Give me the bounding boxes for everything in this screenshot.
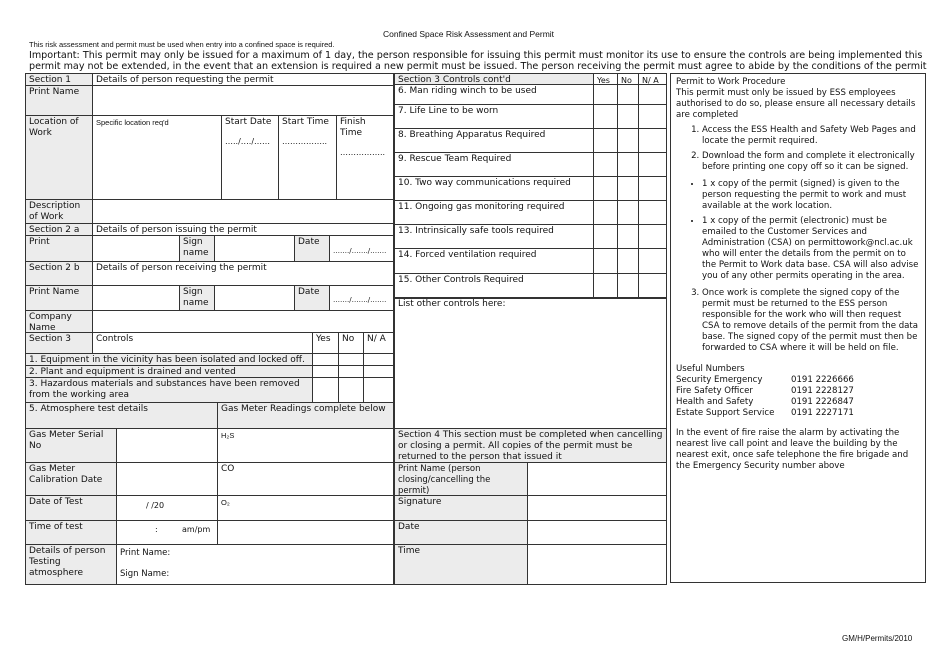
tester-print-name-label: Print Name: (120, 548, 171, 558)
location-label: Location of Work (25, 115, 93, 200)
print-name-label: Print Name (25, 85, 93, 116)
control-cont-yes-checkbox[interactable] (593, 273, 618, 299)
test-time-label: Time of test (25, 520, 117, 545)
receiver-sign-field[interactable] (214, 285, 295, 311)
section3-cont-label: Section 3 Controls cont'd (394, 73, 594, 85)
control-cont-yes-checkbox[interactable] (593, 176, 618, 201)
control-cont-no-checkbox[interactable] (617, 273, 639, 299)
closer-print-field[interactable] (527, 462, 667, 496)
important-note-line2: permit may not be extended, in the event that an extension is required a new permit must be issued. The person receiving the permit must agree to abide by the conditions of the permit (29, 61, 927, 72)
control-cont-na-checkbox[interactable] (638, 128, 667, 153)
phone-row: Security Emergency 0191 2226666 (676, 375, 854, 385)
section2b-label: Section 2 b (25, 261, 93, 286)
closer-signature-field[interactable] (527, 495, 667, 521)
other-controls-label: List other controls here: (398, 299, 506, 309)
control-3-no-checkbox[interactable] (338, 377, 364, 403)
control-cont-yes-checkbox[interactable] (593, 224, 618, 249)
control-cont-no-checkbox[interactable] (617, 200, 639, 225)
section1-title: Details of person requesting the permit (92, 73, 394, 86)
start-time-label: Start Time (282, 117, 329, 127)
section1-label: Section 1 (25, 73, 93, 86)
finish-time-value: …………….. (340, 148, 386, 157)
section3-label: Section 3 (25, 332, 93, 354)
control-cont-no-checkbox[interactable] (617, 248, 639, 274)
start-date-label: Start Date (225, 117, 272, 127)
section3-yes-header: Yes (312, 332, 339, 354)
closer-print-label: Print Name (person closing/cancelling the permit) (394, 462, 528, 496)
issuer-sign-label: Sign name (179, 235, 215, 262)
procedure-bullet: • 1 x copy of the permit (signed) is given to the person requesting the permit to work and must available at the work location. (702, 179, 920, 212)
control-cont-na-checkbox[interactable] (638, 248, 667, 274)
control-item-2: 2. Plant and equipment is drained and vented (25, 365, 313, 378)
issuer-sign-field[interactable] (214, 235, 295, 262)
control-cont-na-checkbox[interactable] (638, 84, 667, 105)
tester-sign-name-label: Sign Name: (120, 569, 170, 579)
important-note-line1: Important: This permit may only be issued for a maximum of 1 day, the person responsible for issuing this permit must monitor its use to ensure the controls are being implemented this (29, 50, 923, 61)
gas-serial-field[interactable] (116, 428, 218, 463)
calibration-date-label: Gas Meter Calibration Date (25, 462, 117, 496)
control-cont-no-checkbox[interactable] (617, 104, 639, 129)
document-footer-code: GM/H/Permits/2010 (842, 634, 913, 643)
control-3-yes-checkbox[interactable] (312, 377, 339, 403)
start-time-value: …………….. (282, 137, 328, 146)
procedure-step: 2. Download the form and complete it electronically before printing one copy off so it can be signed. (702, 151, 920, 173)
procedure-step3-list (676, 288, 920, 354)
issuer-print-label: Print (25, 235, 93, 262)
section3-cont-yes-header: Yes (593, 73, 618, 85)
receiver-sign-label: Sign name (179, 285, 215, 311)
description-field[interactable] (92, 199, 394, 224)
o2-field[interactable]: O₂ (217, 495, 394, 521)
closer-date-label: Date (394, 520, 528, 545)
procedure-steps (676, 125, 920, 173)
start-time-field[interactable] (278, 115, 337, 200)
control-cont-yes-checkbox[interactable] (593, 84, 618, 105)
control-cont-na-checkbox[interactable] (638, 152, 667, 177)
procedure-step: 1. Access the ESS Health and Safety Web Pages and locate the permit required. (702, 125, 920, 147)
start-date-value: …../…./…… (225, 137, 271, 146)
control-cont-item: 11. Ongoing gas monitoring required (394, 200, 594, 225)
control-cont-item: 14. Forced ventilation required (394, 248, 594, 274)
start-date-field[interactable] (221, 115, 279, 200)
test-time-ampm: am/pm (182, 525, 211, 534)
procedure-bullet: • 1 x copy of the permit (electronic) must be emailed to the Customer Services and Administration (CSA) on permittowork@ncl.ac.uk who will enter the details from the permit on to the Permit to Work data base. CSA will also advise you of any other permits operating in the area. (702, 216, 920, 282)
phone-row: Fire Safety Officer 0191 2228127 (676, 386, 854, 396)
other-controls-field[interactable] (394, 297, 667, 429)
control-cont-yes-checkbox[interactable] (593, 248, 618, 274)
control-cont-item: 15. Other Controls Required (394, 273, 594, 299)
control-cont-item: 9. Rescue Team Required (394, 152, 594, 177)
phone-row: Estate Support Service 0191 2227171 (676, 408, 854, 418)
receiver-date-value: ……./……./……. (333, 296, 387, 304)
issuer-print-field[interactable] (92, 235, 180, 262)
useful-numbers-title: Useful Numbers (676, 364, 745, 374)
atmosphere-test-label: 5. Atmosphere test details (25, 402, 218, 429)
section2a-title: Details of person issuing the permit (92, 223, 394, 236)
test-date-value: / /20 (146, 501, 165, 510)
closer-date-field[interactable] (527, 520, 667, 545)
control-cont-na-checkbox[interactable] (638, 104, 667, 129)
document-subtitle: This risk assessment and permit must be used when entry into a confined space is required. (29, 40, 335, 49)
section2a-label: Section 2 a (25, 223, 93, 236)
tester-details-field[interactable] (116, 544, 394, 585)
procedure-title: Permit to Work Procedure (676, 77, 786, 87)
tester-details-label: Details of person Testing atmosphere (25, 544, 117, 585)
control-cont-na-checkbox[interactable] (638, 224, 667, 249)
section3-cont-no-header: No (617, 73, 639, 85)
receiver-print-label: Print Name (25, 285, 93, 311)
control-cont-yes-checkbox[interactable] (593, 128, 618, 153)
print-name-field[interactable] (92, 85, 394, 116)
control-cont-no-checkbox[interactable] (617, 152, 639, 177)
section2b-title: Details of person receiving the permit (92, 261, 394, 286)
description-label: Description of Work (25, 199, 93, 224)
finish-time-field[interactable] (336, 115, 394, 200)
phone-row: Health and Safety 0191 2226847 (676, 397, 854, 407)
issuer-date-field[interactable] (329, 235, 394, 262)
control-cont-na-checkbox[interactable] (638, 176, 667, 201)
procedure-bullets (676, 179, 920, 282)
test-date-label: Date of Test (25, 495, 117, 521)
fire-instructions: In the event of fire raise the alarm by activating the nearest live call point and leave the building by the nearest exit, once safe telephone the fire brigade and the Emergency Security number above (676, 428, 909, 471)
section3-cont-na-header: N/ A (638, 73, 667, 85)
section3-title: Controls (92, 332, 313, 354)
control-cont-na-checkbox[interactable] (638, 200, 667, 225)
receiver-date-label: Date (294, 285, 330, 311)
section4-title: Section 4 This section must be completed when cancelling or closing a permit. All copies of the permit must be returned to the person that issued it (394, 428, 667, 463)
receiver-print-field[interactable] (92, 285, 180, 311)
control-cont-na-checkbox[interactable] (638, 273, 667, 299)
control-cont-no-checkbox[interactable] (617, 84, 639, 105)
closer-signature-label: Signature (394, 495, 528, 521)
control-cont-no-checkbox[interactable] (617, 176, 639, 201)
document-title: Confined Space Risk Assessment and Permit (383, 29, 555, 39)
control-3-na-checkbox[interactable] (363, 377, 394, 403)
co-field[interactable]: CO (217, 462, 394, 496)
test-time-field[interactable] (116, 520, 218, 545)
control-cont-no-checkbox[interactable] (617, 128, 639, 153)
receiver-date-field[interactable] (329, 285, 394, 311)
h2s-field[interactable]: H₂S (217, 428, 394, 463)
control-cont-item: 10. Two way communications required (394, 176, 594, 201)
control-cont-yes-checkbox[interactable] (593, 152, 618, 177)
closer-time-field[interactable] (527, 544, 667, 585)
control-item-1: 1. Equipment in the vicinity has been isolated and locked off. (25, 353, 313, 366)
closer-time-label: Time (394, 544, 528, 585)
test-date-field[interactable] (116, 495, 218, 521)
gas-serial-label: Gas Meter Serial No (25, 428, 117, 463)
gas-readings-label: Gas Meter Readings complete below (217, 402, 394, 429)
calibration-date-field[interactable] (116, 462, 218, 496)
control-item-3: 3. Hazardous materials and substances have been removed from the working area (25, 377, 313, 403)
company-name-field[interactable] (92, 310, 394, 333)
section3-na-header: N/ A (363, 332, 394, 354)
specific-location-field[interactable]: Specific location req'd (92, 115, 222, 200)
company-name-label: Company Name (25, 310, 93, 333)
procedure-panel (670, 73, 926, 583)
reading-extra-field[interactable] (217, 520, 394, 545)
control-cont-no-checkbox[interactable] (617, 224, 639, 249)
control-cont-item: 13. Intrinsically safe tools required (394, 224, 594, 249)
procedure-step: 3. Once work is complete the signed copy of the permit must be returned to the ESS person responsible for the work who will then request CSA to remove details of the permit from the data base. The signed copy of the permit must then be forwarded to CSA where it will be held on file. (702, 288, 920, 354)
control-cont-item: 6. Man riding winch to be used (394, 84, 594, 105)
section3-no-header: No (338, 332, 364, 354)
issuer-date-label: Date (294, 235, 330, 262)
procedure-intro: This permit must only be issued by ESS employees authorised to do so, please ensure all necessary details are completed (676, 88, 916, 120)
control-cont-item: 8. Breathing Apparatus Required (394, 128, 594, 153)
control-cont-yes-checkbox[interactable] (593, 104, 618, 129)
test-time-colon: : (155, 525, 158, 534)
control-cont-item: 7. Life Line to be worn (394, 104, 594, 129)
finish-time-label: Finish Time (340, 117, 366, 138)
control-cont-yes-checkbox[interactable] (593, 200, 618, 225)
issuer-date-value: ……./……./……. (333, 247, 387, 255)
